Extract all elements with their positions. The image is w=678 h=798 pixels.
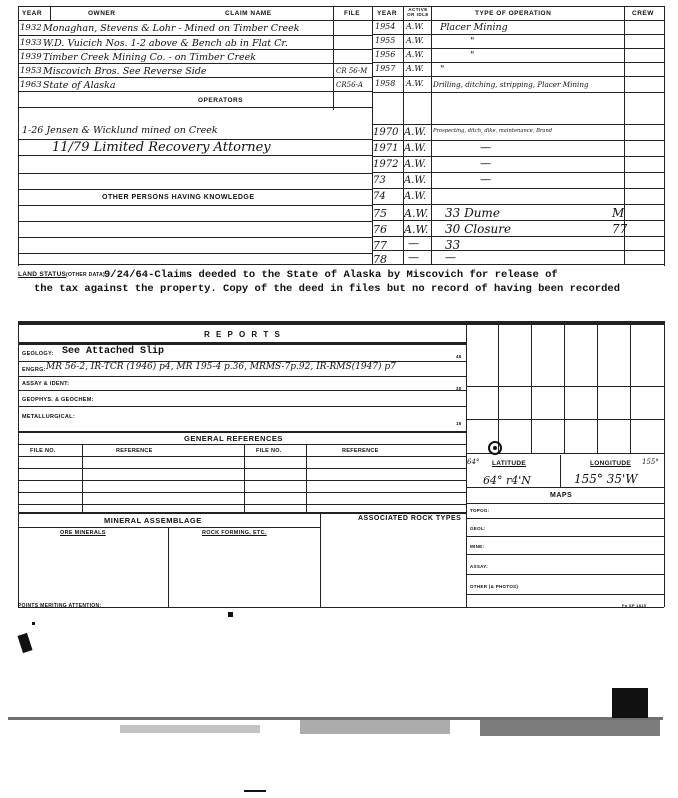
activity-type: "	[470, 50, 475, 61]
metallurgical-label: METALLURGICAL:	[22, 414, 75, 420]
map-item-assay: ASSAY:	[470, 564, 489, 569]
ref-col-file-no: FILE NO.	[30, 448, 56, 454]
activity-year: 1956	[375, 50, 396, 59]
map-item-mine: MINE:	[470, 544, 485, 549]
activity-status: A.W.	[404, 175, 427, 186]
activity-status: —	[408, 251, 419, 264]
activity-year: 1957	[375, 64, 396, 73]
activity-year: 76	[373, 223, 387, 236]
owner-text: Timber Creek Mining Co. - on Timber Creek	[43, 52, 257, 63]
geology-value: See Attached Slip	[62, 346, 165, 357]
activity-year: 1954	[375, 22, 396, 31]
ref-col-file-no-2: FILE NO.	[256, 448, 282, 454]
side-number: 15	[456, 421, 462, 426]
owner-year: 1939	[20, 52, 42, 62]
activity-status: A.W.	[406, 64, 424, 73]
land-status-line-2: the tax against the property. Copy of the deed in files but no record of having been recorded	[34, 283, 620, 295]
land-status-line-1: 9/24/64-Claims deeded to the State of Alaska by Miscovich for release of	[104, 269, 558, 281]
rock-forming-label: ROCK FORMING, ETC.	[202, 530, 267, 536]
activity-year: 1958	[375, 79, 396, 88]
latitude-label: LATITUDE	[492, 460, 527, 467]
side-number: 45	[456, 354, 462, 359]
header-claim-name: CLAIM NAME	[225, 10, 272, 17]
activity-type: Drilling, ditching, stripping, Placer Mining	[433, 80, 589, 89]
activity-type: Prospecting, ditch, dike, maintenance, Brand	[433, 128, 553, 134]
activity-status: A.W.	[404, 223, 429, 236]
header-owner: OWNER	[88, 10, 116, 17]
activity-status: A.W.	[404, 191, 427, 202]
map-item-geol: GEOL:	[470, 526, 486, 531]
activity-status: A.W.	[404, 207, 429, 220]
mineral-assemblage-title: MINERAL ASSEMBLAGE	[104, 516, 202, 525]
map-item-topog: TOPOG:	[470, 508, 490, 513]
activity-type: "	[440, 64, 445, 75]
header-year: YEAR	[22, 10, 43, 17]
location-marker	[488, 441, 502, 455]
owner-file: CR 56-M	[336, 67, 368, 75]
operator-line: 1-26 Jensen & Wicklund mined on Creek	[22, 125, 218, 136]
activity-status: A.W.	[406, 79, 424, 88]
activity-year: 74	[373, 191, 386, 202]
owner-text: W.D. Vuicich Nos. 1-2 above & Bench ab in Flat Cr.	[43, 38, 288, 49]
longitude-value: 155° 35'W	[574, 472, 638, 486]
lat-margin: 64°	[467, 458, 480, 466]
owner-text: Monaghan, Stevens & Lohr - Mined on Timber Creek	[43, 23, 300, 34]
activity-type: 30 Closure	[445, 222, 512, 236]
header-crew: CREW	[632, 10, 654, 17]
activity-crew: M	[612, 206, 625, 220]
activity-type: 33 Dume	[445, 206, 500, 220]
activity-status: A.W.	[406, 36, 424, 45]
activity-status: A.W.	[404, 143, 427, 154]
activity-type: —	[480, 141, 491, 154]
activity-year: 1970	[373, 127, 399, 138]
latitude-value: 64° r4'N	[483, 474, 531, 487]
header-year-2: YEAR	[377, 10, 398, 17]
header-type-of-operation: TYPE OF OPERATION	[475, 10, 552, 17]
engrg-value: MR 56-2, IR-TCR (1946) p4, MR 195-4 p.36, MRMS-7p.92, IR-RMS(1947) p7	[46, 362, 396, 372]
side-number: 30	[456, 386, 462, 391]
activity-status: A.W.	[406, 50, 424, 59]
activity-type: "	[470, 36, 475, 47]
maps-title: MAPS	[550, 492, 573, 499]
assay-label: ASSAY & IDENT:	[22, 381, 70, 387]
longitude-label: LONGITUDE	[590, 460, 631, 467]
other-persons-label: OTHER PERSONS HAVING KNOWLEDGE	[102, 194, 255, 201]
header-file: FILE	[344, 10, 361, 17]
owner-text: State of Alaska	[43, 80, 116, 91]
ref-col-reference-2: REFERENCE	[342, 448, 379, 454]
activity-status: —	[408, 237, 419, 250]
activity-year: 73	[373, 175, 386, 186]
owner-year: 1953	[20, 66, 42, 76]
activity-type: Placer Mining	[440, 22, 508, 33]
activity-year: 1972	[373, 159, 399, 170]
points-meriting-attention-label: POINTS MERITING ATTENTION:	[18, 603, 102, 609]
ref-col-reference: REFERENCE	[116, 448, 153, 454]
activity-type: —	[480, 173, 491, 186]
owner-text: Miscovich Bros. See Reverse Side	[43, 66, 207, 77]
long-margin: 155°	[642, 458, 659, 466]
activity-year: 75	[373, 207, 387, 220]
activity-year: 78	[373, 253, 387, 266]
associated-rock-types-title: ASSOCIATED ROCK TYPES	[358, 515, 462, 522]
geology-label: GEOLOGY:	[22, 351, 54, 357]
owner-year: 1963	[20, 80, 42, 90]
activity-type: —	[480, 157, 491, 170]
activity-status: A.W.	[406, 22, 424, 31]
ore-minerals-label: ORE MINERALS	[60, 530, 106, 536]
activity-status: A.W.	[404, 159, 427, 170]
engrg-label: ENGRG:	[22, 367, 46, 373]
activity-crew: 77	[612, 222, 628, 236]
activity-year: 77	[373, 239, 387, 252]
activity-year: 1971	[373, 143, 399, 154]
form-code: Fo SP 1815	[622, 603, 647, 608]
general-references-title: GENERAL REFERENCES	[184, 434, 283, 443]
activity-type: —	[445, 251, 456, 264]
operators-label: OPERATORS	[198, 97, 244, 104]
land-status-sublabel: (OTHER DATA)	[66, 272, 105, 278]
reports-title: R E P O R T S	[204, 330, 282, 339]
geophys-label: GEOPHYS. & GEOCHEM:	[22, 397, 94, 403]
activity-year: 1955	[375, 36, 396, 45]
map-item-other: OTHER (& PHOTOS)	[470, 584, 519, 589]
owner-file: CR56-A	[336, 81, 363, 89]
land-status-label: LAND STATUS	[18, 271, 67, 278]
activity-status: A.W.	[404, 127, 427, 138]
activity-type: 33	[445, 238, 461, 252]
owner-year: 1933	[20, 38, 42, 48]
header-active-or-idle: ACTIVE OR IDLE	[407, 7, 429, 17]
owner-year: 1932	[20, 23, 42, 33]
operator-line: 11/79 Limited Recovery Attorney	[52, 140, 271, 155]
